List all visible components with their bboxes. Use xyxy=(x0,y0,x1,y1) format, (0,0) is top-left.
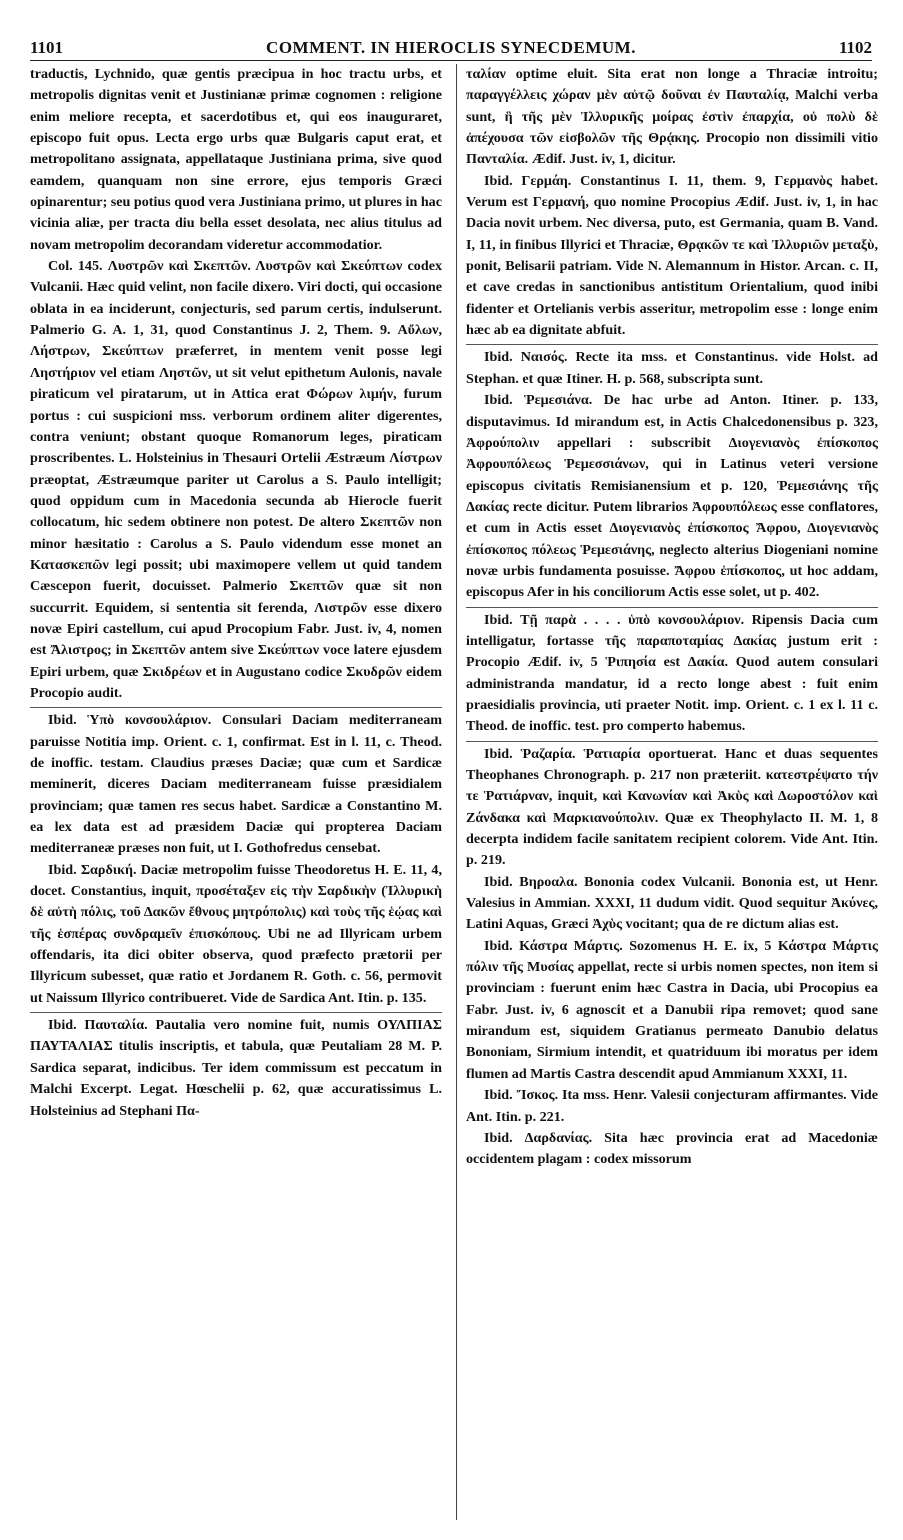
paragraph: Ibid. Τῇ παρὰ . . . . ὑπὸ κονσουλάριον. Ripensis Dacia cum intelligatur, fortasse τῆς παραποταμίας Δακίας justum erit : Procopio Ædif. iv, 5 Ῥιπησία est Δακία. Quod autem consulari administranda mandatur, id a recto longe abest : fuit enim praesidialis provincia, uti praeter Notit. imp. Orient. c. 1 ex l. 11 c. Theod. de inoffic. test. pro comperto habemus. xyxy=(466,611,878,735)
paragraph: Ibid. Ῥαζαρία. Ῥατιαρία oportuerat. Hanc et duas sequentes Theophanes Chronograph. p. 217 non præteriit. κατεστρέψατο τήν τε Ῥατιάρναν, inquit, καὶ Κανωνίαν καὶ Ἀκὺς καὶ Δωροστόλον καὶ Ζάνδακα καὶ Μαρκιανούπολιν. Quæ ex Theophylacto II. M. 1, 8 decerpta indidem facile sanitatem recipient colorem. Vide Ant. Itin. p. 219. xyxy=(466,745,878,869)
paragraph: Ibid. Σαρδική. Daciæ metropolim fuisse Theodoretus H. E. 11, 4, docet. Constantius, inquit, προσέταξεν εἰς τὴν Σαρδικὴν (Ἰλλυρικὴ δὲ αὐτὴ πόλις, τοῦ Δακῶν ἔθνους μητρόπολις) καὶ τοὺς τῆς ἑῴας καὶ τῆς ἑσπέρας συνδραμεῖν ἐπισκόπους. Ubi ne ad Illyricam urbem offendaris, ita dici obiter observa, quod præfecto prætorii per Illyricum subesset, quæ ratio et Jordanem R. Goth. c. 56, permovit ut Naissum Illyrico contribueret. Vide de Sardica Ant. Itin. p. 135. xyxy=(30,861,442,1006)
paragraph: Ibid. Βηροαλα. Bononia codex Vulcanii. Bononia est, ut Henr. Valesius in Ammian. XXXI, 11 dudum vidit. Quod sequitur Ἀκύνες, Latini Aquas, Græci Ἀχὺς vocitant; qua de re dictum alias est. xyxy=(466,873,878,933)
paragraph: Col. 145. Λυστρῶν καὶ Σκεπτῶν. Λυστρῶν καὶ Σκεύπτων codex Vulcanii. Hæc quid velint, non facile dixero. Viri docti, qui occasione oblata in ea inciderunt, conjecturis, sed parum certis, indulserunt. Palmerio G. A. 1, 31, quod Constantinus J. 2, Them. 9. Αὔλων, Λήστρων, Σκεύπτων præferret, in mentem venit posse legi Ληστήριον vel etiam Ληστῶν, ut sit velut epithetum Aulonis, navale piraticum vel piratarum, ut in Attica erat Φώρων λιμήν, furum portus : cui suspicioni mss. verborum ordinem aliter digerentes, contra veniunt; obstant quoque Romanorum leges, piraticam proscribentes. L. Holsteinius in Thesauri Ortelii Æstræum Λίστρων præoptat, Æstræumque pariter ut Carolus a S. Paulo intelligit; quod oppidum cum in Macedonia secunda ab Hierocle fuerit collocatum, hic sedem obtinere non potest. De altero Σκεπτῶν non minor hæsitatio : Carolus a S. Paulo videndum esse monet an Κατασκεπῶν legi possit; ubi maximopere vellem ut quid tandem Cæscepon fuerit, docuisset. Palmerio Σκεπτῶν quæ sit non succurrit. Equidem, si sententia sit ferenda, Λιστρῶν esse dixero novæ Epiri castellum, cui apud Procopium Fabr. Just. iv, 4, nomen est Ἄλιστρος; in Σκεπτῶν antem sive Σκεύπτων voce latere ejusdem Epiri urbem, quæ Σκιδρέων et in Augustano codice Σκυδρῶν eidem Procopio audit. xyxy=(30,258,442,701)
paragraph-separator xyxy=(466,344,878,345)
paragraph: Ibid. Κάστρα Μάρτις. Sozomenus H. E. ix, 5 Κάστρα Μάρτις πόλιν τῆς Μυσίας appellat, recte si urbis nomen spectes, non item si provinciam : fuerunt enim hæc Castra in Dacia, ubi Procopius ea Fabr. Just. iv, 6 agnoscit et a Danubii ripa removet; quod sane mirandum est, siquidem Gratianus permeato Danubio delatus Bononiam, Sirmium intendit, et quatriduum ibi moratus per idem flumen ad Martis Castra descendit apud Ammianum XXXI, 11. xyxy=(466,937,878,1082)
paragraph: Ibid. Δαρδανίας. Sita hæc provincia erat ad Macedoniæ occidentem plagam : codex missorum xyxy=(466,1129,878,1168)
header-rule xyxy=(30,60,872,61)
column-divider xyxy=(456,64,457,1520)
running-title: COMMENT. IN HIEROCLIS SYNECDEMUM. xyxy=(266,38,636,57)
paragraph: Ibid. Ἴσκος. Ita mss. Henr. Valesii conjecturam affirmantes. Vide Ant. Itin. p. 221. xyxy=(466,1087,878,1125)
paragraph-separator xyxy=(30,1012,442,1013)
paragraph: Ibid. Ὑπὸ κονσουλάριον. Consulari Daciam mediterraneam paruisse Notitia imp. Orient. c. 1, confirmat. Est in l. 11, c. Theod. de inoffic. testam. Claudius præses Daciæ; quæ cum et Sardicæ meminerit, diceres Daciam mediterraneam fuisse præsidialem provinciam; quæ tamen res secus habet. Sardicæ a Constantino M. ea lex data est ad præsidem Daciæ qui propterea Daciam mediterraneæ præses non fuit, ut I. Gothofredus censebat. xyxy=(30,712,442,857)
running-header xyxy=(30,38,872,58)
paragraph: traductis, Lychnido, quæ gentis præcipua in hoc tractu urbs, et metropolis dignitas venit et Justinianæ primæ cognomen : religione enim meliore recepta, et sacerdotibus et, qui eos inauguraret, episcopo fuit opus. Lecta ergo urbs quæ Bulgaris caput erat, et metropolitano assignata, appellataque Justiniana prima, sive quod eamdem, quanquam non sine errore, ejus temporis Græci opinarentur; seu potius quod vera Justiniana primo, ut plures in hac vicinia aliæ, per tracta diu bella esset desolata, nec alius titulus ad novam metropolim decorandam videretur accommodatior. xyxy=(30,66,442,253)
paragraph: ταλίαν optime eluit. Sita erat non longe a Thraciæ introitu; παραγγέλλεις χώραν μὲν αὐτῷ δοῦναι ἐν Παυταλίᾳ, Malchi verba sunt, ἣ τῆς μὲν Ἰλλυρικῆς μοίρας ἐστὶν ἐπαρχία, οὐ πολὺ δὲ ἀπέχουσα τῶν εἰσβολῶν τῆς Θρᾴκης. Procopio non dissimili vitio Πανταλία. Ædif. Just. iv, 1, dicitur. xyxy=(466,66,878,168)
paragraph: Ibid. Παυταλία. Pautalia vero nomine fuit, numis ΟΥΛΠΙΑΣ ΠΑΥΤΑΛΙΑΣ titulis inscriptis, et tabula, quæ Peutaliam 28 M. P. Sardica separat, indicibus. Ter idem commissum est peccatum in Malchi Excerpt. Legat. Hœschelii p. 62, quæ accuratissimus L. Holsteinius ad Stephani Πα- xyxy=(30,1017,442,1119)
paragraph: Ibid. Γερμάη. Constantinus I. 11, them. 9, Γερμανὸς habet. Verum est Γερμανή, quo nomine Procopius Ædif. Just. iv, 1, in hac Dacia novit urbem. Nec diversa, puto, est Germania, quam B. Vand. I, 11, in finibus Illyrici et Thraciæ, Θρᾳκῶν τε καὶ Ἰλλυριῶν μεταξὺ, ponit, Belisarii patriam. Vide N. Alemannum in Histor. Arcan. c. II, et cave credas in sanctionibus antistitum Orientalium, quod inibi fidenter et Ortelianis verbis asseritur, metropolim esse : longe enim hæc ab ea dignitate abfuit. xyxy=(466,172,878,339)
paragraph-separator xyxy=(30,707,442,708)
page-number-right: 1102 xyxy=(838,38,872,57)
left-column xyxy=(30,64,442,1122)
page-number-left: 1101 xyxy=(30,38,64,57)
right-column xyxy=(466,64,878,1171)
paragraph-separator xyxy=(466,741,878,742)
paragraph: Ibid. Ῥεμεσιάνα. De hac urbe ad Anton. Itiner. p. 133, disputavimus. Id mirandum est, in Actis Chalcedonensibus p. 323, Ἀφρούπολιν appellari : subscribit Διογενιανὸς ἐπίσκοπος Ἀφρουπόλεως Ῥεμεσσιάνων, qui in Latinus veteri versione episcopus civitatis Remisianensium et p. 120, Ῥεμεσιάνης τῆς Δακίας recte dicitur. Putem librarios Ἀφρουπόλεως esse conflatores, et cum in Actis esset Διογενιανὸς ἐπίσκοπος Ἄφρου, Διογενιανὸς ἐπίσκοπος πόλεως Ῥεμεσιάνης, neglecto alterius Diogeniani nomine novæ urbis fundamenta posuisse. Ἄφρου ἐπίσκοπος, ut hoc addam, episcopus Afer in his conciliorum Actis esse solet, ut p. 402. xyxy=(466,392,878,601)
paragraph: Ibid. Ναισός. Recte ita mss. et Constantinus. vide Holst. ad Stephan. et quæ Itiner. H. p. 568, subscripta sunt. xyxy=(466,349,878,387)
paragraph-separator xyxy=(466,607,878,608)
